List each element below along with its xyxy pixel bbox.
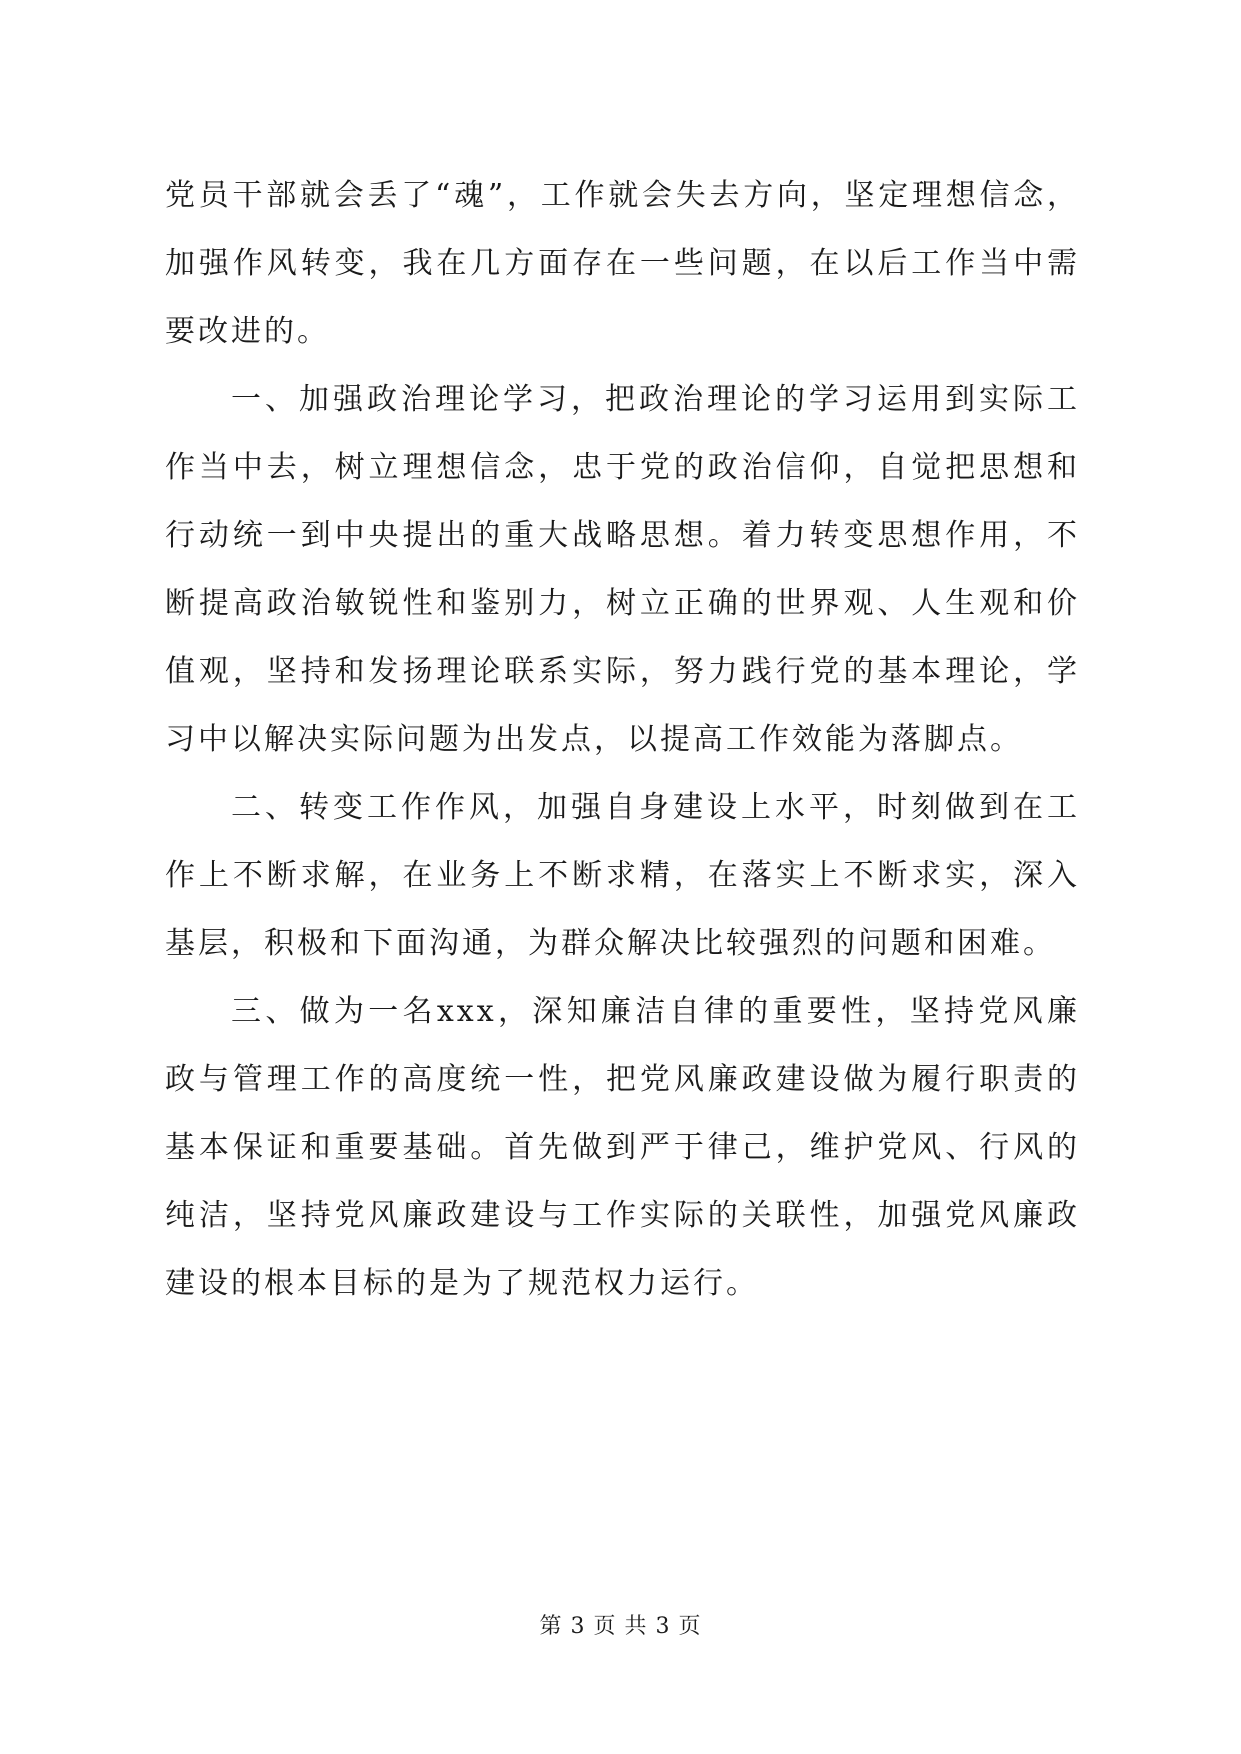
paragraph-point-three: 三、做为一名xxx，深知廉洁自律的重要性，坚持党风廉政与管理工作的高度统一性，把党风廉政建设做为履行职责的基本保证和重要基础。首先做到严于律己，维护党风、行风的纯洁，坚持党风廉政建设与工作实际的关联性，加强党风廉政建设的根本目标的是为了规范权力运行。 <box>165 994 1080 1301</box>
paragraph-continuation: 党员干部就会丢了“魂”，工作就会失去方向，坚定理想信念，加强作风转变，我在几方面存在一些问题，在以后工作当中需要改进的。 <box>165 178 1080 349</box>
paragraph-point-two: 二、转变工作作风，加强自身建设上水平，时刻做到在工作上不断求解，在业务上不断求精，在落实上不断求实，深入基层，积极和下面沟通，为群众解决比较强烈的问题和困难。 <box>165 790 1080 961</box>
document-body <box>165 162 1080 1318</box>
page-number-footer: 第 3 页 共 3 页 <box>539 1614 702 1639</box>
paragraph-point-one: 一、加强政治理论学习，把政治理论的学习运用到实际工作当中去，树立理想信念，忠于党的政治信仰，自觉把思想和行动统一到中央提出的重大战略思想。着力转变思想作用，不断提高政治敏锐性和鉴别力，树立正确的世界观、人生观和价值观，坚持和发扬理论联系实际，努力践行党的基本理论，学习中以解决实际问题为出发点，以提高工作效能为落脚点。 <box>165 382 1080 757</box>
